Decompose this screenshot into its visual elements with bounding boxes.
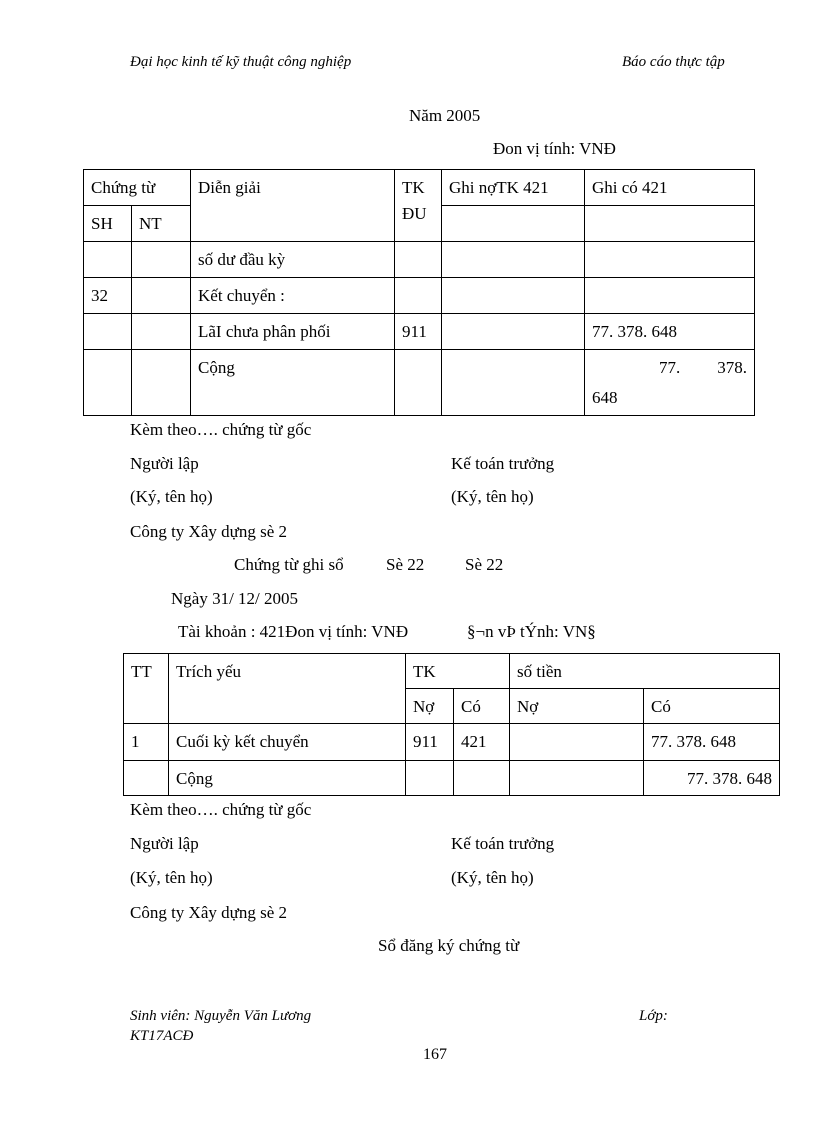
garbled-unit-line: §¬n vÞ tÝnh: VN§ <box>467 622 596 641</box>
row-desc: Cuối kỳ kết chuyển <box>169 724 406 761</box>
header-du: ĐU <box>402 204 427 223</box>
unit-label: Đon vị tính: VNĐ <box>493 139 616 158</box>
row-tk-co: 421 <box>454 724 510 761</box>
header-nt: NT <box>132 206 191 242</box>
row-desc: Cộng <box>169 761 406 796</box>
header-chung-tu: Chứng từ <box>84 170 191 206</box>
preparer-signature: (Ký, tên họ) <box>130 868 213 887</box>
row-amount: 77. 378. 648 <box>644 724 780 761</box>
footer-student: Sinh viên: Nguyễn Văn Lương <box>130 1008 312 1024</box>
row-tk: 911 <box>395 314 442 350</box>
voucher-date: Ngày 31/ 12/ 2005 <box>171 589 299 608</box>
page-number: 167 <box>423 1046 447 1063</box>
header-tt: TT <box>124 654 169 724</box>
footer-class-code: KT17ACĐ <box>130 1028 194 1044</box>
company-name: Công ty Xây dựng sè 2 <box>130 903 288 922</box>
table-row <box>84 278 755 314</box>
header-tk: TK <box>406 654 510 689</box>
row-desc: Cộng <box>191 350 395 416</box>
header-school: Đại học kinh tế kỹ thuật công nghiệp <box>130 54 352 70</box>
header-no-amount: Nợ <box>510 689 644 724</box>
header-no: Nợ <box>406 689 454 724</box>
table-row <box>124 761 780 796</box>
header-ghi-co: Ghi có 421 <box>585 170 755 206</box>
table-row <box>124 724 780 761</box>
table-row <box>84 350 755 416</box>
row-total-co <box>585 350 755 416</box>
header-dien-giai: Diễn giải <box>191 170 395 242</box>
chief-accountant-label: Kế toán trưởng <box>451 834 555 853</box>
row-sh: 32 <box>84 278 132 314</box>
header-co-amount: Có <box>644 689 780 724</box>
register-title: Sổ đăng ký chứng từ <box>378 936 520 955</box>
header-co: Có <box>454 689 510 724</box>
header-sh: SH <box>84 206 132 242</box>
preparer-signature: (Ký, tên họ) <box>130 487 213 506</box>
total-part-2: 378. <box>717 358 747 377</box>
voucher-title: Chứng từ ghi sổ <box>234 555 344 574</box>
account-line: Tài khoản : 421Đon vị tính: VNĐ <box>178 622 409 641</box>
row-tt: 1 <box>124 724 169 761</box>
row-desc: Kết chuyển : <box>191 278 395 314</box>
year-label: Năm 2005 <box>409 106 481 125</box>
attachment-note: Kèm theo…. chứng từ gốc <box>130 420 312 439</box>
voucher-table <box>123 653 780 796</box>
table-row <box>84 314 755 350</box>
header-ghi-no: Ghi nợTK 421 <box>442 170 585 206</box>
table-row <box>84 242 755 278</box>
company-name: Công ty Xây dựng sè 2 <box>130 522 288 541</box>
preparer-label: Người lập <box>130 454 199 473</box>
row-co: 77. 378. 648 <box>585 314 755 350</box>
attachment-note: Kèm theo…. chứng từ gốc <box>130 800 312 819</box>
footer-class-label: Lớp: <box>639 1008 668 1024</box>
row-total-amount: 77. 378. 648 <box>644 761 780 796</box>
chief-accountant-label: Kế toán trưởng <box>451 454 555 473</box>
header-tk-du <box>395 170 442 242</box>
total-part-1: 77. <box>659 358 681 377</box>
row-tk-no: 911 <box>406 724 454 761</box>
header-report-title: Báo cáo thực tập <box>622 54 725 70</box>
header-tk: TK <box>402 178 425 197</box>
total-part-3: 648 <box>592 388 618 407</box>
row-desc: số dư đầu kỳ <box>191 242 395 278</box>
chief-signature: (Ký, tên họ) <box>451 487 534 506</box>
voucher-number-1: Sè 22 <box>386 555 425 574</box>
preparer-label: Người lập <box>130 834 199 853</box>
header-so-tien: số tiền <box>510 654 780 689</box>
row-desc: LãI chưa phân phối <box>191 314 395 350</box>
ledger-table <box>83 169 755 416</box>
voucher-number-2: Sè 22 <box>465 555 504 574</box>
cell-empty <box>442 206 585 242</box>
chief-signature: (Ký, tên họ) <box>451 868 534 887</box>
header-trich-yeu: Trích yếu <box>169 654 406 724</box>
cell-empty <box>585 206 755 242</box>
